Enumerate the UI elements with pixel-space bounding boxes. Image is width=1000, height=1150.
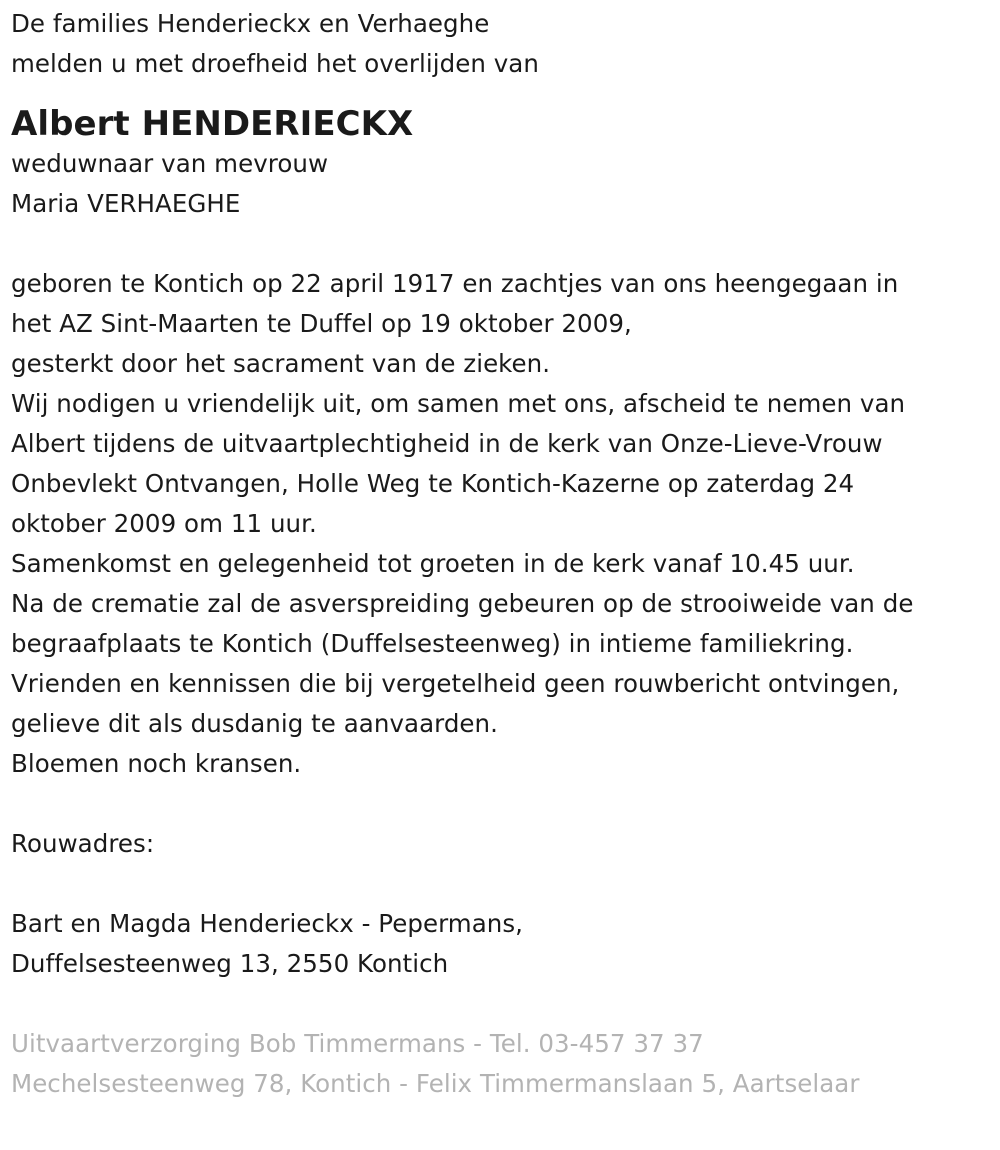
- address-line: Duffelsesteenweg 13, 2550 Kontich: [11, 949, 449, 978]
- death-notice: [11, 4, 996, 1104]
- body-line: Albert tijdens de uitvaartplechtigheid in de kerk van Onze-Lieve-Vrouw: [11, 429, 883, 458]
- address-section: [11, 824, 996, 984]
- spacer: [11, 984, 996, 1024]
- body-line: gelieve dit als dusdanig te aanvaarden.: [11, 709, 498, 738]
- body-line: Vrienden en kennissen die bij vergetelheid geen rouwbericht ontvingen,: [11, 669, 900, 698]
- body-line: oktober 2009 om 11 uur.: [11, 509, 317, 538]
- address-line: Bart en Magda Henderieckx - Pepermans,: [11, 909, 524, 938]
- body-line: Onbevlekt Ontvangen, Holle Weg te Kontich-Kazerne op zaterdag 24: [11, 469, 855, 498]
- funeral-home-footer: [11, 1024, 996, 1104]
- body-line: Na de crematie zal de asverspreiding gebeuren op de strooiweide van de: [11, 589, 914, 618]
- body-line: begraafplaats te Kontich (Duffelsesteenweg) in intieme familiekring.: [11, 629, 854, 658]
- body-line: gesterkt door het sacrament van de zieken.: [11, 349, 551, 378]
- body-line: Wij nodigen u vriendelijk uit, om samen met ons, afscheid te nemen van: [11, 389, 906, 418]
- body-line: het AZ Sint-Maarten te Duffel op 19 oktober 2009,: [11, 309, 632, 338]
- body-line: geboren te Kontich op 22 april 1917 en zachtjes van ons heengegaan in: [11, 269, 899, 298]
- intro-line: De families Henderieckx en Verhaeghe: [11, 9, 490, 38]
- address-label: Rouwadres:: [11, 829, 155, 858]
- body-line: Bloemen noch kransen.: [11, 749, 302, 778]
- spouse-name: Maria VERHAEGHE: [11, 189, 241, 218]
- relation-line: weduwnaar van mevrouw: [11, 149, 329, 178]
- body-line: Samenkomst en gelegenheid tot groeten in de kerk vanaf 10.45 uur.: [11, 549, 855, 578]
- intro-section: [11, 4, 996, 84]
- footer-line: Mechelsesteenweg 78, Kontich - Felix Timmermanslaan 5, Aartselaar: [11, 1069, 860, 1098]
- intro-line: melden u met droefheid het overlijden van: [11, 49, 539, 78]
- spacer: [11, 784, 996, 824]
- spacer: [11, 864, 996, 904]
- footer-line: Uitvaartverzorging Bob Timmermans - Tel. 03-457 37 37: [11, 1029, 704, 1058]
- body-section: [11, 264, 996, 784]
- spacer: [11, 224, 996, 264]
- deceased-section: [11, 84, 996, 224]
- deceased-name: Albert HENDERIECKX: [11, 104, 414, 144]
